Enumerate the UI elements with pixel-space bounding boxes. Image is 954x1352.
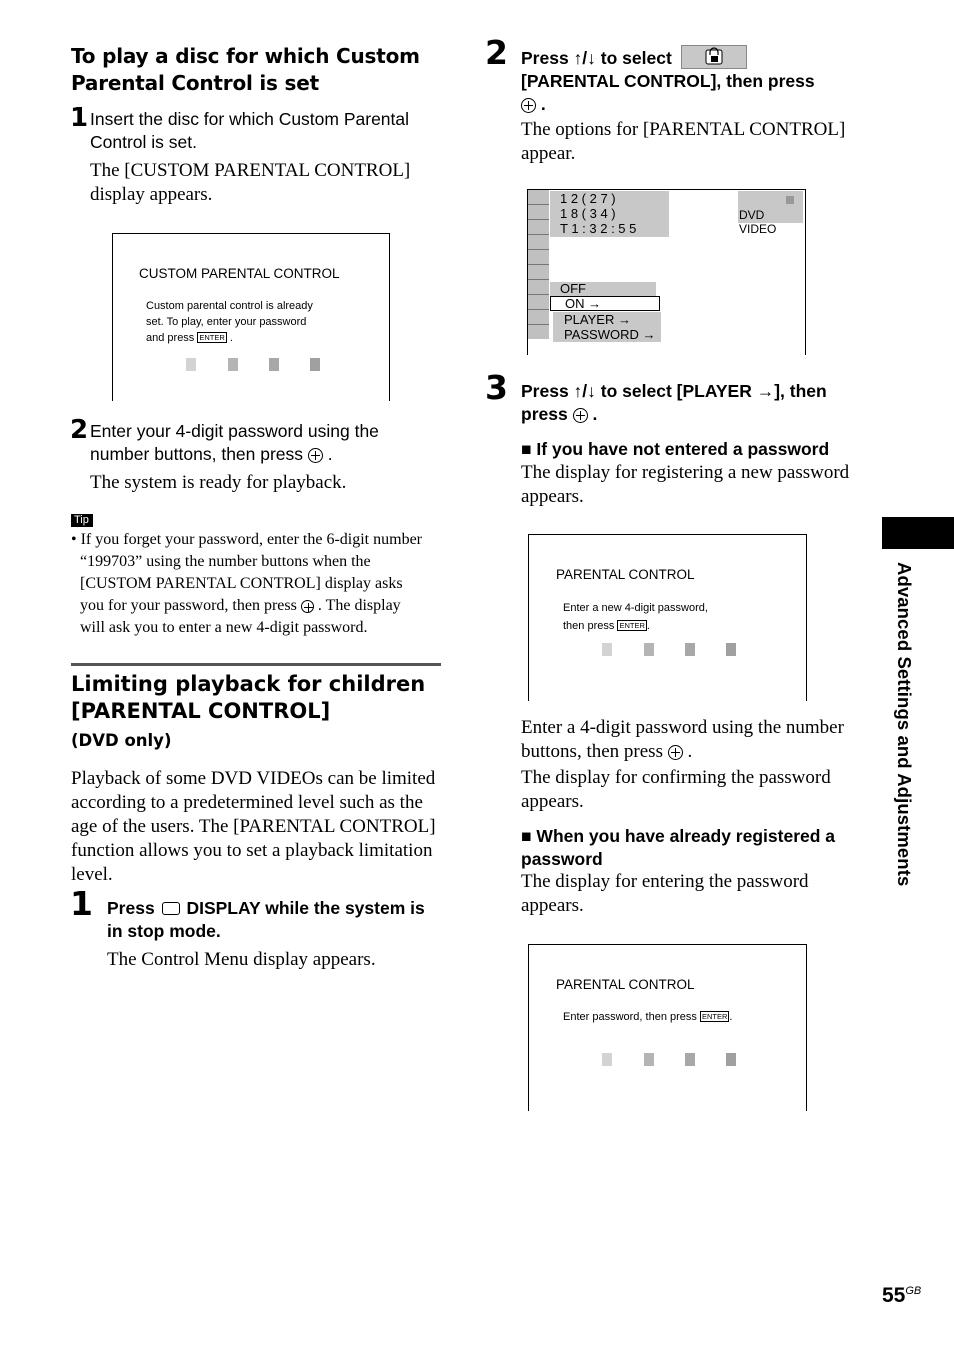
menu-icon [528,325,549,339]
step1-result [90,159,410,207]
menu-icon [528,280,549,295]
rstep2-line3 [521,93,815,116]
rstep2-line2: [PARENTAL CONTROL], then press [521,71,815,91]
screen-message-line3 [146,330,313,346]
bigstep1-result: The Control Menu display appears. [107,949,376,970]
password-digit-box [269,358,279,371]
confirm-text [521,766,831,814]
option-password[interactable] [564,327,661,342]
menu-icon [528,205,549,220]
menu-icon [528,310,549,325]
step1-result-line1: The [CUSTOM PARENTAL CONTROL] [90,160,411,181]
enter-button-icon: ENTER [619,621,645,630]
intro-line2: according to a predetermined level such as the [71,792,423,813]
custom-heading [71,43,420,97]
screen-message [563,599,708,635]
section-title-line2: [PARENTAL CONTROL] [71,699,331,723]
tip-line4 [71,595,443,617]
screen-message-period: . [646,620,650,632]
disc-type-box [738,191,803,236]
intro-line5: level. [71,864,113,885]
side-tab-marker [882,517,954,549]
option-on-label: ON [565,296,585,311]
rstep2-result-line2: appear. [521,143,576,164]
bigstep1-line2: in stop mode. [107,921,221,941]
menu-icon [528,250,549,265]
menu-icon [528,235,549,250]
password-digit-box [228,358,238,371]
password-digit-box [602,643,612,656]
step-number: 2 [70,415,89,445]
enter-circle-icon [521,98,536,113]
password-digit-box [310,358,320,371]
rstep2-line1-text: Press ↑/↓ to select [521,48,672,68]
control-menu-display [527,189,806,355]
screen-message-period: . [229,332,233,344]
bigstep1-instruction [107,897,425,943]
custom-heading-line1: To play a disc for which Custom [71,44,420,68]
step2-line1: Enter your 4-digit password using the [90,421,379,441]
enter-button-icon: ENTER [701,1012,728,1021]
intro-line1: Playback of some DVD VIDEOs can be limited [71,768,436,789]
menu-icon-column [528,190,549,340]
rstep2-period: . [540,94,546,114]
screen-message-line1: Custom parental control is already [146,300,313,312]
screen-message [563,1009,732,1025]
step1-line2: Control is set. [90,132,197,152]
menu-icon [528,190,549,205]
registered-heading-line1: ■ When you have already registered a [521,826,836,846]
enter-password-text [521,716,844,764]
rstep3-line2 [521,403,827,426]
section-subtitle: (DVD only) [71,731,172,750]
enter-password-period: . [687,741,693,762]
no-password-text [521,461,849,509]
step1-result-line2: display appears. [90,184,213,205]
tip-line3: [CUSTOM PARENTAL CONTROL] display asks [80,575,403,592]
screen-message-text: then press [563,620,615,632]
custom-parental-control-screen [112,233,390,401]
arrow-right-icon: → [588,296,602,311]
playback-info [550,191,669,237]
disc-type: DVD VIDEO [739,208,777,236]
screen-title: PARENTAL CONTROL [556,977,695,992]
screen-message-text: Enter password, then press [563,1011,697,1023]
menu-icon [528,220,549,235]
step-number: 1 [70,103,89,133]
step2-line2-text: number buttons, then press [90,444,304,464]
big-step-number: 1 [70,884,93,923]
bigstep1-text: DISPLAY while the system is [186,898,425,918]
rstep3-press: press [521,404,568,424]
tip-line2: “199703” using the number buttons when the [80,553,371,570]
password-digit-box [602,1053,612,1066]
page-number-suffix: GB [905,1285,922,1297]
page-number [882,1284,921,1308]
password-digit-box [726,1053,736,1066]
rstep3-period: . [592,404,598,424]
tip-line4-text: you for your password, then press [80,597,297,614]
step1-line1: Insert the disc for which Custom Parental [90,109,410,129]
password-digit-box [644,643,654,656]
no-password-heading: ■ If you have not entered a password [521,439,830,459]
playing-time: T 1 : 3 2 : 5 5 [560,221,637,236]
screen-message-line2 [563,617,708,635]
bigstep1-line1 [107,897,425,920]
rstep2-instruction [521,45,815,116]
confirm-line1: The display for confirming the password [521,767,831,788]
rstep2-result-line1: The options for [PARENTAL CONTROL] [521,119,846,140]
enter-password-line2 [521,740,844,764]
page-number-value: 55 [882,1284,906,1307]
chapter-number: 1 8 ( 3 4 ) [560,206,616,221]
screen-title: PARENTAL CONTROL [556,567,695,582]
parental-control-lock-icon [681,45,747,69]
title-number: 1 2 ( 2 7 ) [560,191,616,206]
registered-text [521,870,809,918]
custom-heading-line2: Parental Control is set [71,71,319,95]
rstep3-instruction [521,380,827,426]
no-password-line2: appears. [521,486,584,507]
enter-password-line1: Enter a 4-digit password using the number [521,717,844,738]
screen-message-text: and press [146,332,195,344]
step2-line2: number buttons, then press . [90,444,333,464]
new-password-screen [528,534,807,701]
tip-line1: • If you forget your password, enter the 6-digit number [71,531,422,548]
enter-password-line2-text: buttons, then press [521,741,663,762]
tip-text [71,529,443,639]
screen-message-line2: set. To play, enter your password [146,316,307,328]
big-step-number: 2 [485,33,508,72]
section-title [71,671,425,725]
screen-title: CUSTOM PARENTAL CONTROL [139,266,340,281]
bigstep1-press: Press [107,898,155,918]
display-button-icon [162,902,180,915]
option-off[interactable]: OFF [550,282,656,296]
no-password-line1: The display for registering a new password [521,462,850,483]
option-password-label: PASSWORD [564,327,639,342]
arrow-right-icon: → [617,312,631,327]
enter-circle-icon [573,408,588,423]
enter-password-screen [528,944,807,1111]
screen-message-line1: Enter a new 4-digit password, [563,602,708,614]
tip-label: Tip [71,514,93,527]
screen-message [146,298,313,346]
rstep3-line1: Press ↑/↓ to select [PLAYER →], then [521,381,827,401]
option-submenu [553,312,661,342]
menu-icon [528,265,549,280]
section-divider [71,663,441,666]
tip-line4-end: . The display [317,597,401,614]
registered-line1: The display for entering the password [521,871,809,892]
big-step-number: 3 [485,368,508,407]
section-title-line1: Limiting playback for children [71,672,426,696]
enter-button-icon: ENTER [199,333,225,342]
tip-line5: will ask you to enter a new 4-digit password. [80,619,368,636]
password-digit-box [685,643,695,656]
side-tab-label: Advanced Settings and Adjustments [894,562,915,887]
option-on[interactable] [550,296,660,311]
intro-paragraph [71,767,436,887]
enter-circle-icon [308,448,323,463]
disc-indicator [786,196,794,204]
menu-icon [528,295,549,310]
option-player-label: PLAYER [564,312,615,327]
password-digit-box [644,1053,654,1066]
arrow-right-icon: → [642,327,656,342]
registered-line2: appears. [521,895,584,916]
rstep2-line1 [521,45,815,70]
confirm-line2: appears. [521,791,584,812]
option-player[interactable] [564,312,661,327]
password-digit-box [685,1053,695,1066]
intro-line4: function allows you to set a playback limitation [71,840,433,861]
step2-result: The system is ready for playback. [90,472,347,493]
registered-heading-line2: password [521,849,603,869]
step2-instruction [90,420,379,466]
password-digit-box [186,358,196,371]
screen-message-period: . [729,1011,733,1023]
password-digit-box [726,643,736,656]
rstep2-result [521,118,845,166]
step1-instruction [90,108,409,154]
intro-line3: age of the users. The [PARENTAL CONTROL] [71,816,436,837]
enter-circle-icon [301,600,314,613]
enter-circle-icon [668,745,683,760]
registered-heading [521,825,835,871]
